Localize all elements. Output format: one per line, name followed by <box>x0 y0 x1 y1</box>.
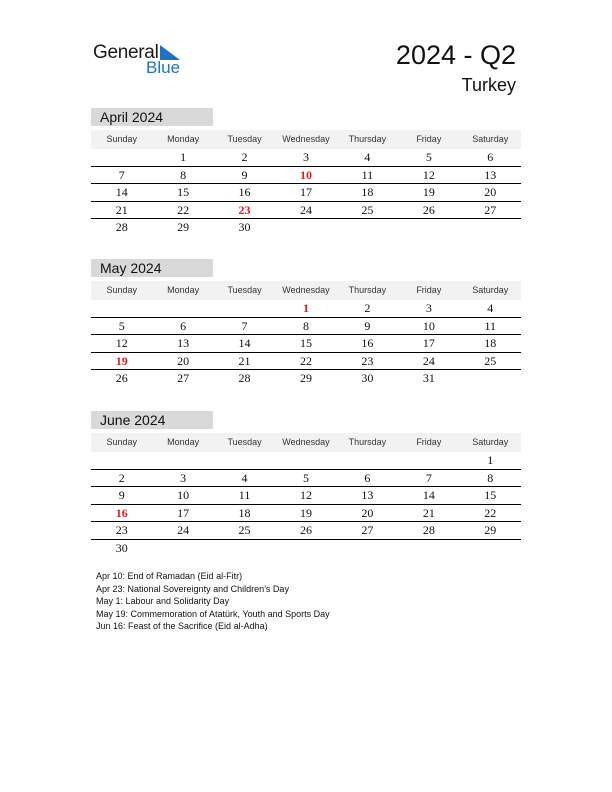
date-cell: 5 <box>302 470 309 485</box>
weekday-label: Saturday <box>472 437 509 447</box>
date-cell: 26 <box>115 371 128 385</box>
holiday-note: May 1: Labour and Solidarity Day <box>96 596 230 606</box>
date-cell: 21 <box>238 353 251 368</box>
week-row <box>91 522 521 540</box>
month-block <box>91 411 521 556</box>
date-cell: 2 <box>118 470 125 485</box>
date-cell <box>337 452 398 469</box>
weekday-label: Monday <box>167 134 200 144</box>
date-cell: 26 <box>299 523 312 537</box>
week-row <box>91 370 521 387</box>
date-cell: 15 <box>484 488 497 502</box>
date-cell: 2 <box>241 150 248 164</box>
date-cell: 29 <box>299 371 312 385</box>
date-cell: 8 <box>302 318 309 333</box>
date-cell <box>460 540 521 557</box>
month-block <box>91 108 521 236</box>
date-cell: 27 <box>177 371 190 385</box>
date-cell <box>460 219 521 236</box>
weekday-label: Wednesday <box>282 437 330 447</box>
holiday-note: May 19: Commemoration of Atatürk, Youth and Sports Day <box>96 608 330 619</box>
date-cell: 14 <box>115 185 128 199</box>
date-cell: 19 <box>299 505 312 520</box>
date-cell: 24 <box>299 202 312 217</box>
date-cell: 14 <box>238 336 251 350</box>
week-row <box>91 318 521 336</box>
weekday-label: Wednesday <box>282 134 330 144</box>
date-cell: 21 <box>115 202 128 217</box>
date-cell: 18 <box>238 505 251 520</box>
date-cell <box>152 300 213 317</box>
date-cell <box>460 370 521 387</box>
month-title: May 2024 <box>91 259 213 277</box>
date-cell: 12 <box>299 488 312 502</box>
date-cell: 10 <box>177 488 190 502</box>
week-row <box>91 202 521 220</box>
weekday-label: Monday <box>167 437 200 447</box>
week-row <box>91 540 521 557</box>
date-cell: 5 <box>425 150 432 164</box>
date-cell: 25 <box>238 523 251 537</box>
date-cell: 12 <box>115 336 128 350</box>
weekday-label: Thursday <box>348 437 387 447</box>
date-cell: 24 <box>177 523 190 537</box>
date-cell: 6 <box>487 150 494 164</box>
date-cell: 27 <box>484 202 497 217</box>
date-cell: 17 <box>422 336 435 350</box>
weekday-label: Tuesday <box>227 134 262 144</box>
date-cell: 6 <box>364 470 371 485</box>
date-cell: 2 <box>364 301 371 315</box>
week-row <box>91 353 521 371</box>
date-cell: 31 <box>422 371 435 385</box>
date-cell: 7 <box>118 167 125 182</box>
date-cell <box>398 219 459 236</box>
weekday-header-row <box>91 130 521 149</box>
week-row <box>91 452 521 470</box>
date-cell: 15 <box>177 185 190 199</box>
date-cell: 8 <box>487 470 494 485</box>
date-cell: 30 <box>361 371 374 385</box>
date-cell: 6 <box>180 318 187 333</box>
month-title: June 2024 <box>91 411 213 429</box>
date-cell <box>275 452 336 469</box>
date-cell <box>275 219 336 236</box>
week-row <box>91 335 521 353</box>
date-cell: 13 <box>177 336 190 350</box>
holiday-date-cell: 23 <box>238 202 251 217</box>
date-cell: 22 <box>177 202 190 217</box>
holiday-note: Apr 10: End of Ramadan (Eid al-Fitr) <box>96 571 243 581</box>
weekday-label: Sunday <box>106 134 137 144</box>
weekday-label: Saturday <box>472 285 509 295</box>
date-cell: 19 <box>422 185 435 199</box>
date-cell: 25 <box>484 353 497 368</box>
date-cell: 4 <box>487 301 494 315</box>
date-cell: 21 <box>422 505 435 520</box>
date-cell: 9 <box>364 318 371 333</box>
country-name: Turkey <box>461 75 516 95</box>
date-cell: 22 <box>299 353 312 368</box>
week-row <box>91 487 521 505</box>
date-cell: 7 <box>241 318 248 333</box>
date-cell: 28 <box>115 220 128 234</box>
weekday-label: Friday <box>416 134 442 144</box>
holiday-date-cell: 1 <box>302 301 309 315</box>
date-cell <box>337 219 398 236</box>
date-cell <box>214 452 275 469</box>
holiday-note: Jun 16: Feast of the Sacrifice (Eid al-Adha) <box>96 621 268 631</box>
date-cell <box>91 300 152 317</box>
date-cell: 20 <box>177 353 190 368</box>
date-cell: 8 <box>180 167 187 182</box>
date-cell: 3 <box>302 150 309 164</box>
date-cell: 29 <box>177 220 190 234</box>
date-cell <box>337 540 398 557</box>
date-cell: 22 <box>484 505 497 520</box>
week-row <box>91 300 521 318</box>
holiday-date-cell: 10 <box>299 167 312 182</box>
date-cell: 9 <box>118 488 125 502</box>
date-cell: 23 <box>361 353 374 368</box>
holiday-note: Apr 23: National Sovereignty and Children’s Day <box>96 583 289 594</box>
date-cell: 30 <box>238 220 251 234</box>
date-cell: 13 <box>484 167 497 182</box>
date-cell: 18 <box>484 336 497 350</box>
date-cell: 24 <box>422 353 435 368</box>
date-cell: 4 <box>241 470 248 485</box>
weekday-label: Tuesday <box>227 285 262 295</box>
date-cell: 25 <box>361 202 374 217</box>
week-row <box>91 167 521 185</box>
page-title: 2024 - Q2 <box>395 40 516 70</box>
holiday-date-cell: 19 <box>115 353 128 368</box>
logo-text-general: General <box>93 42 159 63</box>
date-cell: 17 <box>177 505 190 520</box>
date-cell <box>91 452 152 469</box>
holiday-notes <box>96 570 330 633</box>
date-cell: 28 <box>422 523 435 537</box>
week-row <box>91 505 521 523</box>
date-cell <box>214 300 275 317</box>
month-title: April 2024 <box>91 108 213 126</box>
date-cell: 3 <box>425 301 432 315</box>
date-cell: 11 <box>484 318 497 333</box>
date-cell: 15 <box>299 336 312 350</box>
date-cell: 16 <box>361 336 374 350</box>
weekday-header-row <box>91 433 521 452</box>
date-cell <box>152 452 213 469</box>
month-block <box>91 259 521 387</box>
date-cell: 1 <box>487 453 494 467</box>
date-cell: 11 <box>361 167 374 182</box>
date-cell <box>91 149 152 166</box>
weekday-label: Tuesday <box>227 437 262 447</box>
weekday-label: Thursday <box>348 134 387 144</box>
date-cell: 3 <box>180 470 187 485</box>
weekday-label: Monday <box>167 285 200 295</box>
week-row <box>91 470 521 488</box>
date-cell: 30 <box>115 540 128 555</box>
date-cell: 10 <box>422 318 435 333</box>
date-cell: 1 <box>180 150 187 164</box>
date-cell: 7 <box>425 470 432 485</box>
weekday-label: Sunday <box>106 437 137 447</box>
week-row <box>91 219 521 236</box>
date-cell <box>275 540 336 557</box>
date-cell: 17 <box>299 185 312 199</box>
date-cell: 14 <box>422 488 435 502</box>
week-row <box>91 184 521 202</box>
weekday-label: Wednesday <box>282 285 330 295</box>
date-cell: 20 <box>361 505 374 520</box>
weekday-label: Saturday <box>472 134 509 144</box>
date-cell: 29 <box>484 523 497 537</box>
date-cell: 23 <box>115 523 128 537</box>
date-cell: 18 <box>361 185 374 199</box>
date-cell: 12 <box>422 167 435 182</box>
date-cell <box>152 540 213 557</box>
date-cell: 20 <box>484 185 497 199</box>
date-cell <box>398 540 459 557</box>
date-cell: 27 <box>361 523 374 537</box>
generalblue-logo <box>93 40 203 80</box>
date-cell <box>398 452 459 469</box>
weekday-label: Friday <box>416 437 442 447</box>
date-cell: 4 <box>364 150 371 164</box>
weekday-label: Friday <box>416 285 442 295</box>
weekday-header-row <box>91 281 521 300</box>
weekday-label: Sunday <box>106 285 137 295</box>
holiday-date-cell: 16 <box>115 505 128 520</box>
date-cell: 28 <box>238 371 251 385</box>
date-cell: 5 <box>118 318 125 333</box>
date-cell: 16 <box>238 185 251 199</box>
date-cell: 26 <box>422 202 435 217</box>
date-cell: 13 <box>361 488 374 502</box>
date-cell: 9 <box>241 167 248 182</box>
date-cell <box>214 540 275 557</box>
logo-text-blue: Blue <box>146 58 181 77</box>
week-row <box>91 149 521 167</box>
date-cell: 11 <box>238 488 251 502</box>
weekday-label: Thursday <box>348 285 387 295</box>
